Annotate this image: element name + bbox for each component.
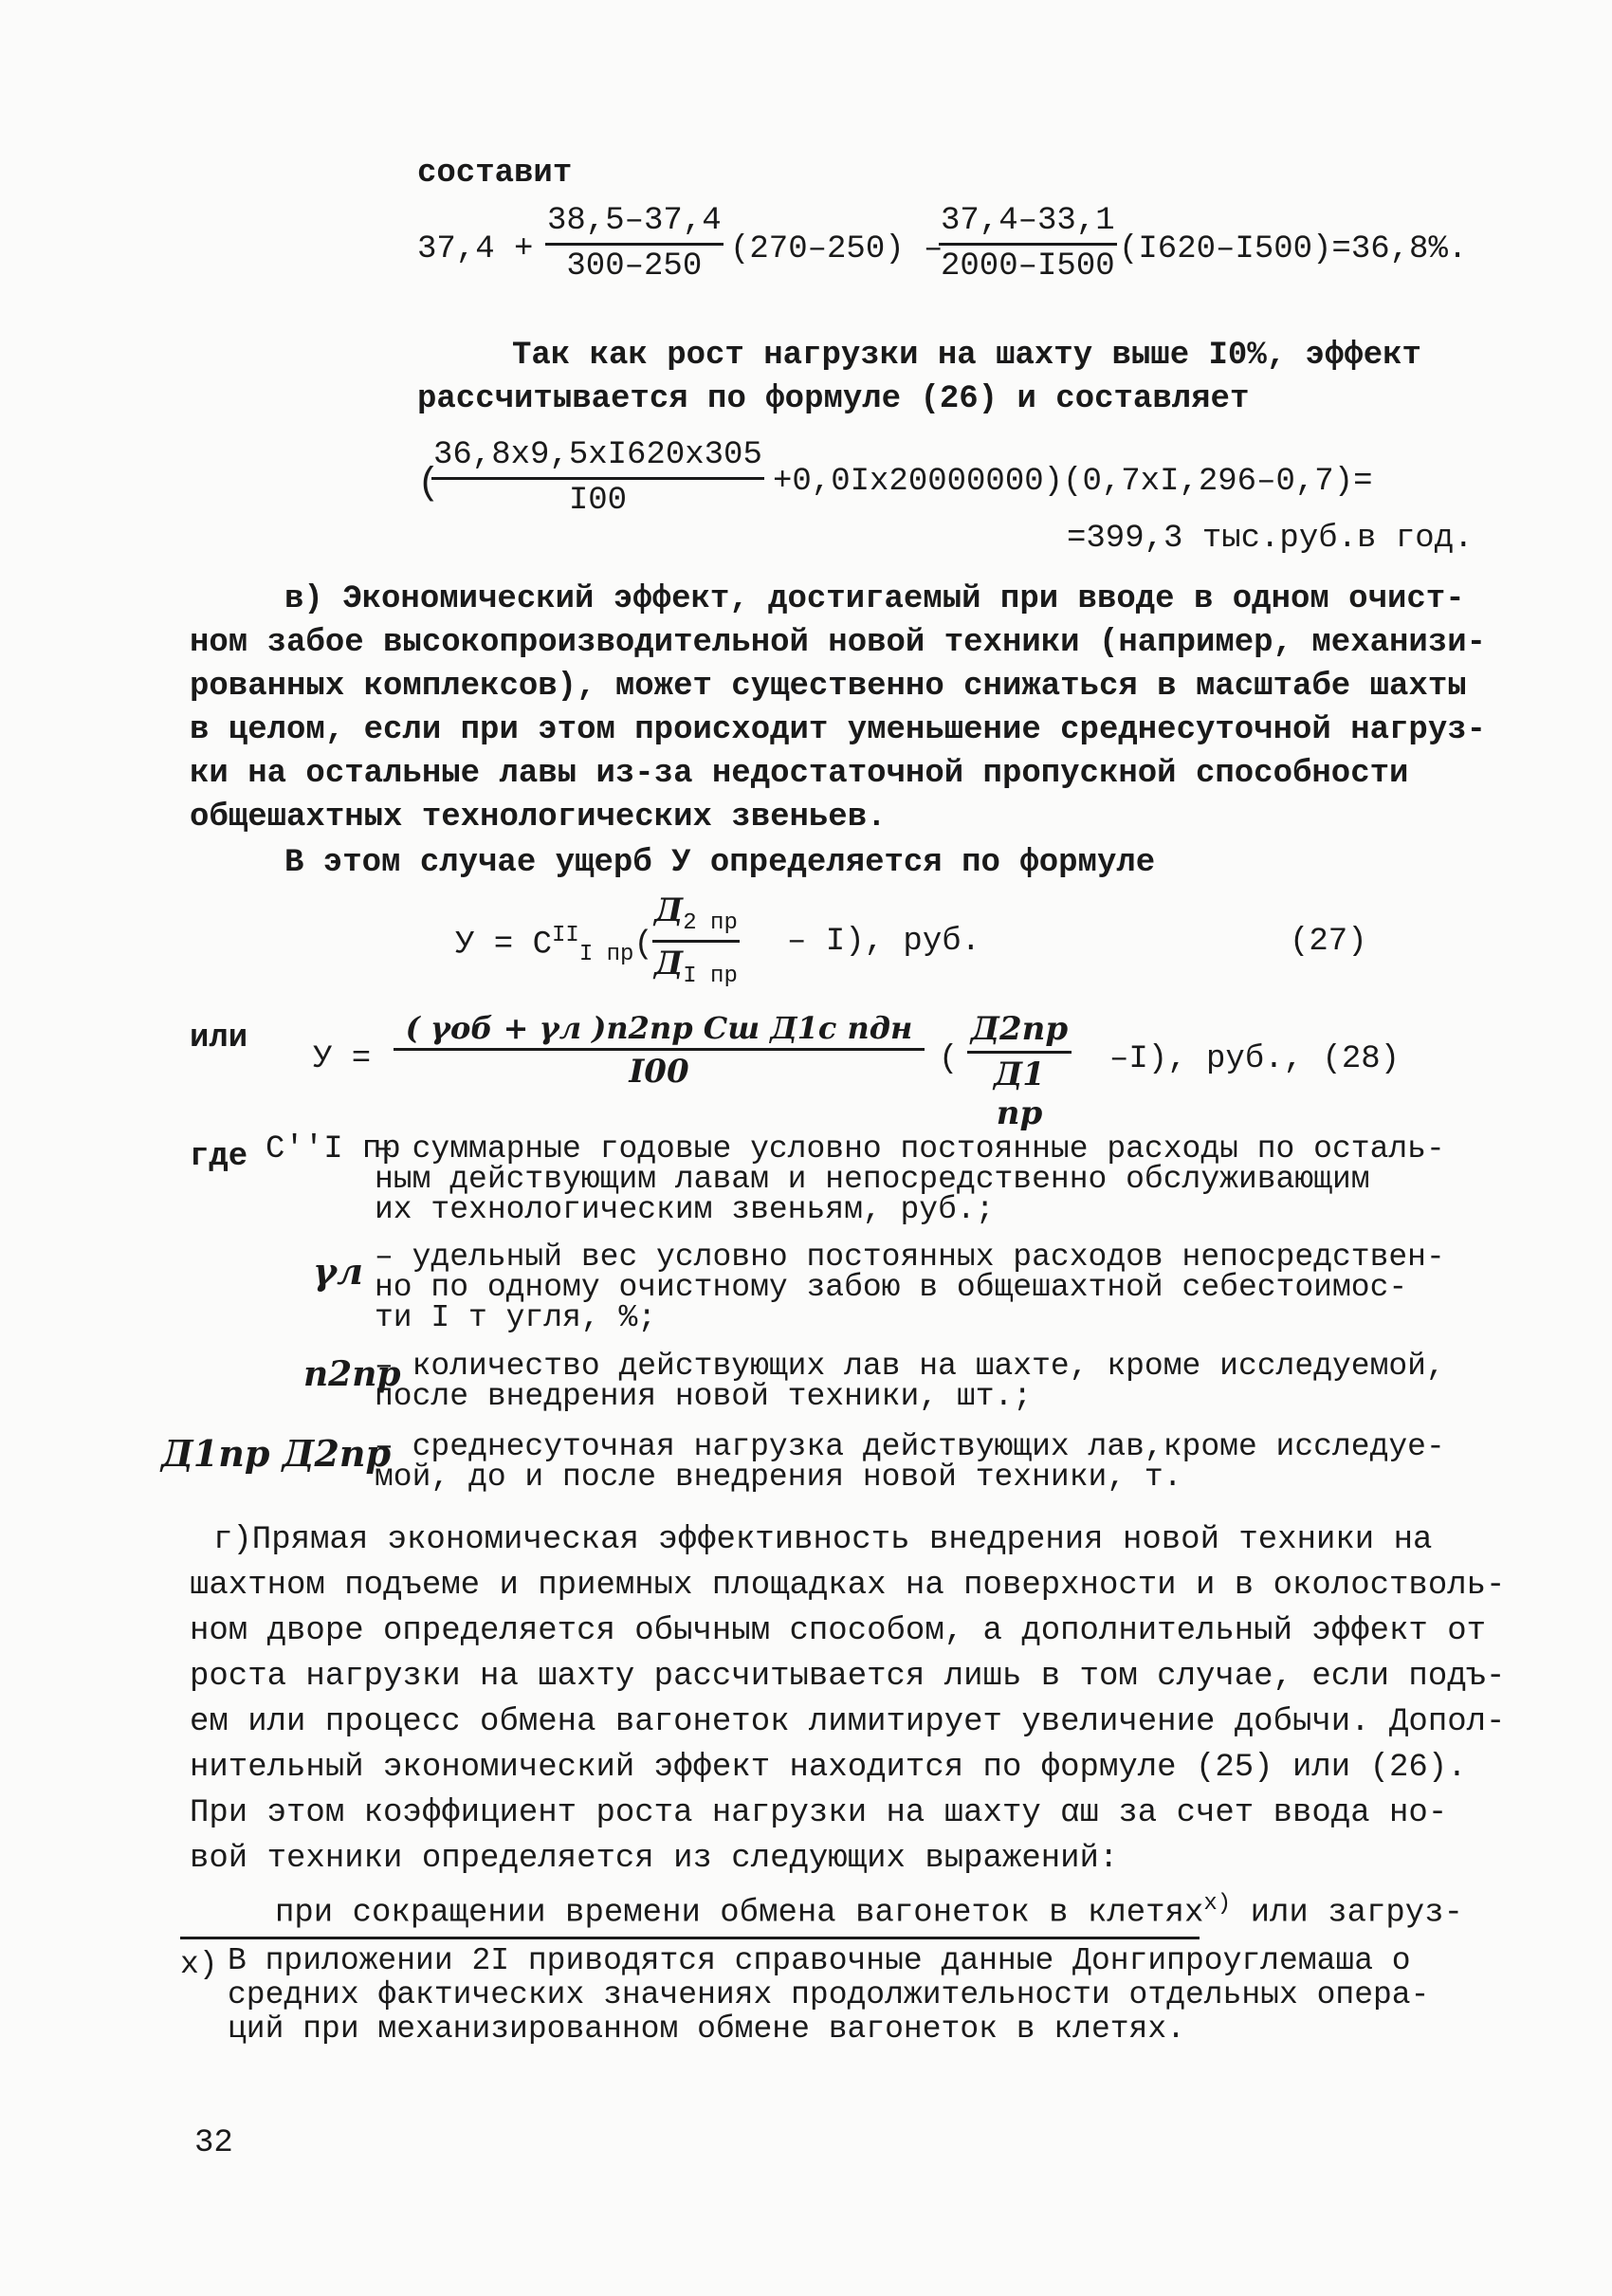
def-gamma-line-3: ти I т угля, %; [375, 1300, 657, 1335]
def-symbol-gamma: γл [313, 1250, 363, 1293]
eq1-fraction-2 [939, 202, 1117, 286]
def-n-line-1: – количество действующих лав на шахте, кроме исследуемой, [375, 1349, 1445, 1384]
eq28-open: ( [939, 1041, 959, 1077]
para-v-line-7: В этом случае ущерб У определяется по формуле [284, 845, 1156, 881]
para-v-line-2: ном забое высокопроизводительной новой техники (например, механизи- [190, 625, 1487, 661]
para-last-text: при сокращении времени обмена вагонеток в клетях [275, 1895, 1204, 1932]
footnote-line-1: В приложении 2I приводятся справочные данные Донгипроуглемаша о [228, 1943, 1411, 1978]
def-c-line-1: – суммарные годовые условно постоянные расходы по осталь- [375, 1131, 1445, 1166]
eq1-mid: (270–250) – [730, 231, 943, 267]
page-number: 32 [194, 2125, 233, 2161]
para-last-tail: или загруз- [1250, 1895, 1464, 1932]
para-v-line-5: ки на остальные лавы из-за недостаточной пропускной способности [190, 756, 1409, 792]
para-g-line-1: г)Прямая экономическая эффективность внедрения новой техники на [213, 1522, 1433, 1558]
eq28-fraction-1 [394, 1010, 925, 1092]
eq28-lhs: У = [313, 1041, 372, 1077]
eq27-den-sub: I пр [683, 963, 738, 989]
eq2-fraction [431, 436, 764, 521]
para-last-line [275, 1891, 1463, 1933]
eq1-lead: 37,4 + [417, 231, 534, 267]
para-g-line-2: шахтном подъеме и приемных площадках на поверхности и в околостволь- [190, 1568, 1506, 1604]
eq2-tail: +0,0Ix20000000)(0,7xI,296–0,7)= [773, 464, 1373, 500]
para-g-line-7: При этом коэффициент роста нагрузки на шахту αш за счет ввода но- [190, 1795, 1448, 1831]
eq27-sub: I пр [578, 942, 634, 968]
def-text-d [375, 1429, 1445, 1495]
def-symbol-d: Д1пр Д2пр [161, 1432, 392, 1475]
para-v-line-6: общешахтных технологических звеньев. [190, 799, 887, 836]
para-v-line-3: рованных комплексов), может существенно снижаться в масштабе шахты [190, 669, 1467, 705]
intro-word: составит [417, 156, 573, 192]
para-g-line-5: ем или процесс обмена вагонеток лимитирует увеличение добычи. Допол- [190, 1704, 1506, 1740]
footnote-ref-mark: x) [1203, 1891, 1232, 1917]
eq27-num-sub: 2 пр [683, 909, 738, 936]
footnote-rule [180, 1937, 1200, 1939]
eq28-tail: –I), руб., (28) [1109, 1041, 1401, 1077]
eq1-fraction-1 [545, 202, 724, 286]
def-n-line-2: после внедрения новой техники, шт.; [375, 1379, 1033, 1414]
eq27-tail: – I), руб. [787, 924, 981, 960]
eq27-number: (27) [1290, 924, 1367, 960]
para-v-line-1: в) Экономический эффект, достигаемый при вводе в одном очист- [284, 581, 1465, 617]
eq27-sup: II [552, 923, 579, 948]
eq27-lhs [455, 923, 653, 969]
eq27-lhs-text: У = С [455, 927, 553, 964]
def-text-n [375, 1351, 1445, 1412]
para-v-line-4: в целом, если при этом происходит уменьшение среднесуточной нагруз- [190, 712, 1487, 748]
eq1-f1-numerator: 38,5–37,4 [545, 202, 724, 246]
def-text-gamma [375, 1242, 1445, 1333]
para1-line-2: рассчитывается по формуле (26) и составляет [417, 381, 1250, 417]
para-g-line-4: роста нагрузки на шахту рассчитывается лишь в том случае, если подъ- [190, 1659, 1506, 1695]
def-c-line-3: их технологическим звеньям, руб.; [375, 1192, 995, 1227]
eq27-open: ( [633, 927, 653, 964]
para-g-line-8: вой техники определяется из следующих выражений: [190, 1841, 1119, 1877]
eq28-numerator: ( γоб + γл )n2пр Сш Д1с nдн [394, 1010, 925, 1051]
eq27-denominator [652, 943, 740, 991]
eq1-tail: (I620–I500)=36,8%. [1119, 231, 1468, 267]
para1-line-1: Так как рост нагрузки на шахту выше I0%, эффект [512, 338, 1421, 374]
eq1-f2-denominator: 2000–I500 [941, 248, 1115, 285]
eq27-num-symbol: Д [654, 891, 684, 929]
def-text-c [375, 1131, 1445, 1227]
eq27-numerator [652, 891, 740, 943]
footnote-line-2: средних фактических значениях продолжительности отдельных опера- [228, 1977, 1430, 2012]
eq27-fraction [652, 891, 740, 990]
def-symbol-n: n2пр [303, 1354, 401, 1394]
where-word: где [190, 1139, 248, 1175]
def-c-line-2: ным действующим лавам и непосредственно обслуживающим [375, 1162, 1370, 1197]
def-gamma-line-2: но по одному очистному забою в общешахтной себестоимос- [375, 1270, 1408, 1305]
eq1-f1-denominator: 300–250 [566, 248, 703, 285]
eq2-result: =399,3 тыс.руб.в год. [1067, 521, 1474, 557]
eq28-f2-denominator: Д1 пр [994, 1055, 1045, 1132]
footnote-mark: x) [180, 1947, 218, 1982]
footnote-line-3: ций при механизированном обмене вагонеток в клетях. [228, 2011, 1185, 2047]
eq28-f2-numerator: Д2пр [967, 1010, 1072, 1054]
eq2-open: ( [417, 463, 441, 505]
eq27-den-symbol: Д [654, 944, 684, 983]
eq1-f2-numerator: 37,4–33,1 [939, 202, 1117, 246]
para-g-line-6: нительный экономический эффект находится по формуле (25) или (26). [190, 1750, 1467, 1786]
def-d-line-2: мой, до и после внедрения новой техники, т. [375, 1460, 1182, 1495]
eq2-numerator: 36,8x9,5xI620x305 [431, 436, 764, 480]
eq28-or-word: или [190, 1020, 248, 1056]
eq2-denominator: I00 [568, 482, 628, 519]
def-symbol-c: С''I пр [266, 1131, 401, 1167]
para-g-line-3: ном дворе определяется обычным способом, а дополнительный эффект от [190, 1613, 1487, 1649]
eq28-denominator: I00 [629, 1053, 689, 1092]
def-gamma-line-1: – удельный вес условно постоянных расходов непосредствен- [375, 1240, 1445, 1275]
eq28-fraction-2 [967, 1010, 1072, 1132]
def-d-line-1: – среднесуточная нагрузка действующих лав,кроме исследуе- [375, 1429, 1445, 1464]
